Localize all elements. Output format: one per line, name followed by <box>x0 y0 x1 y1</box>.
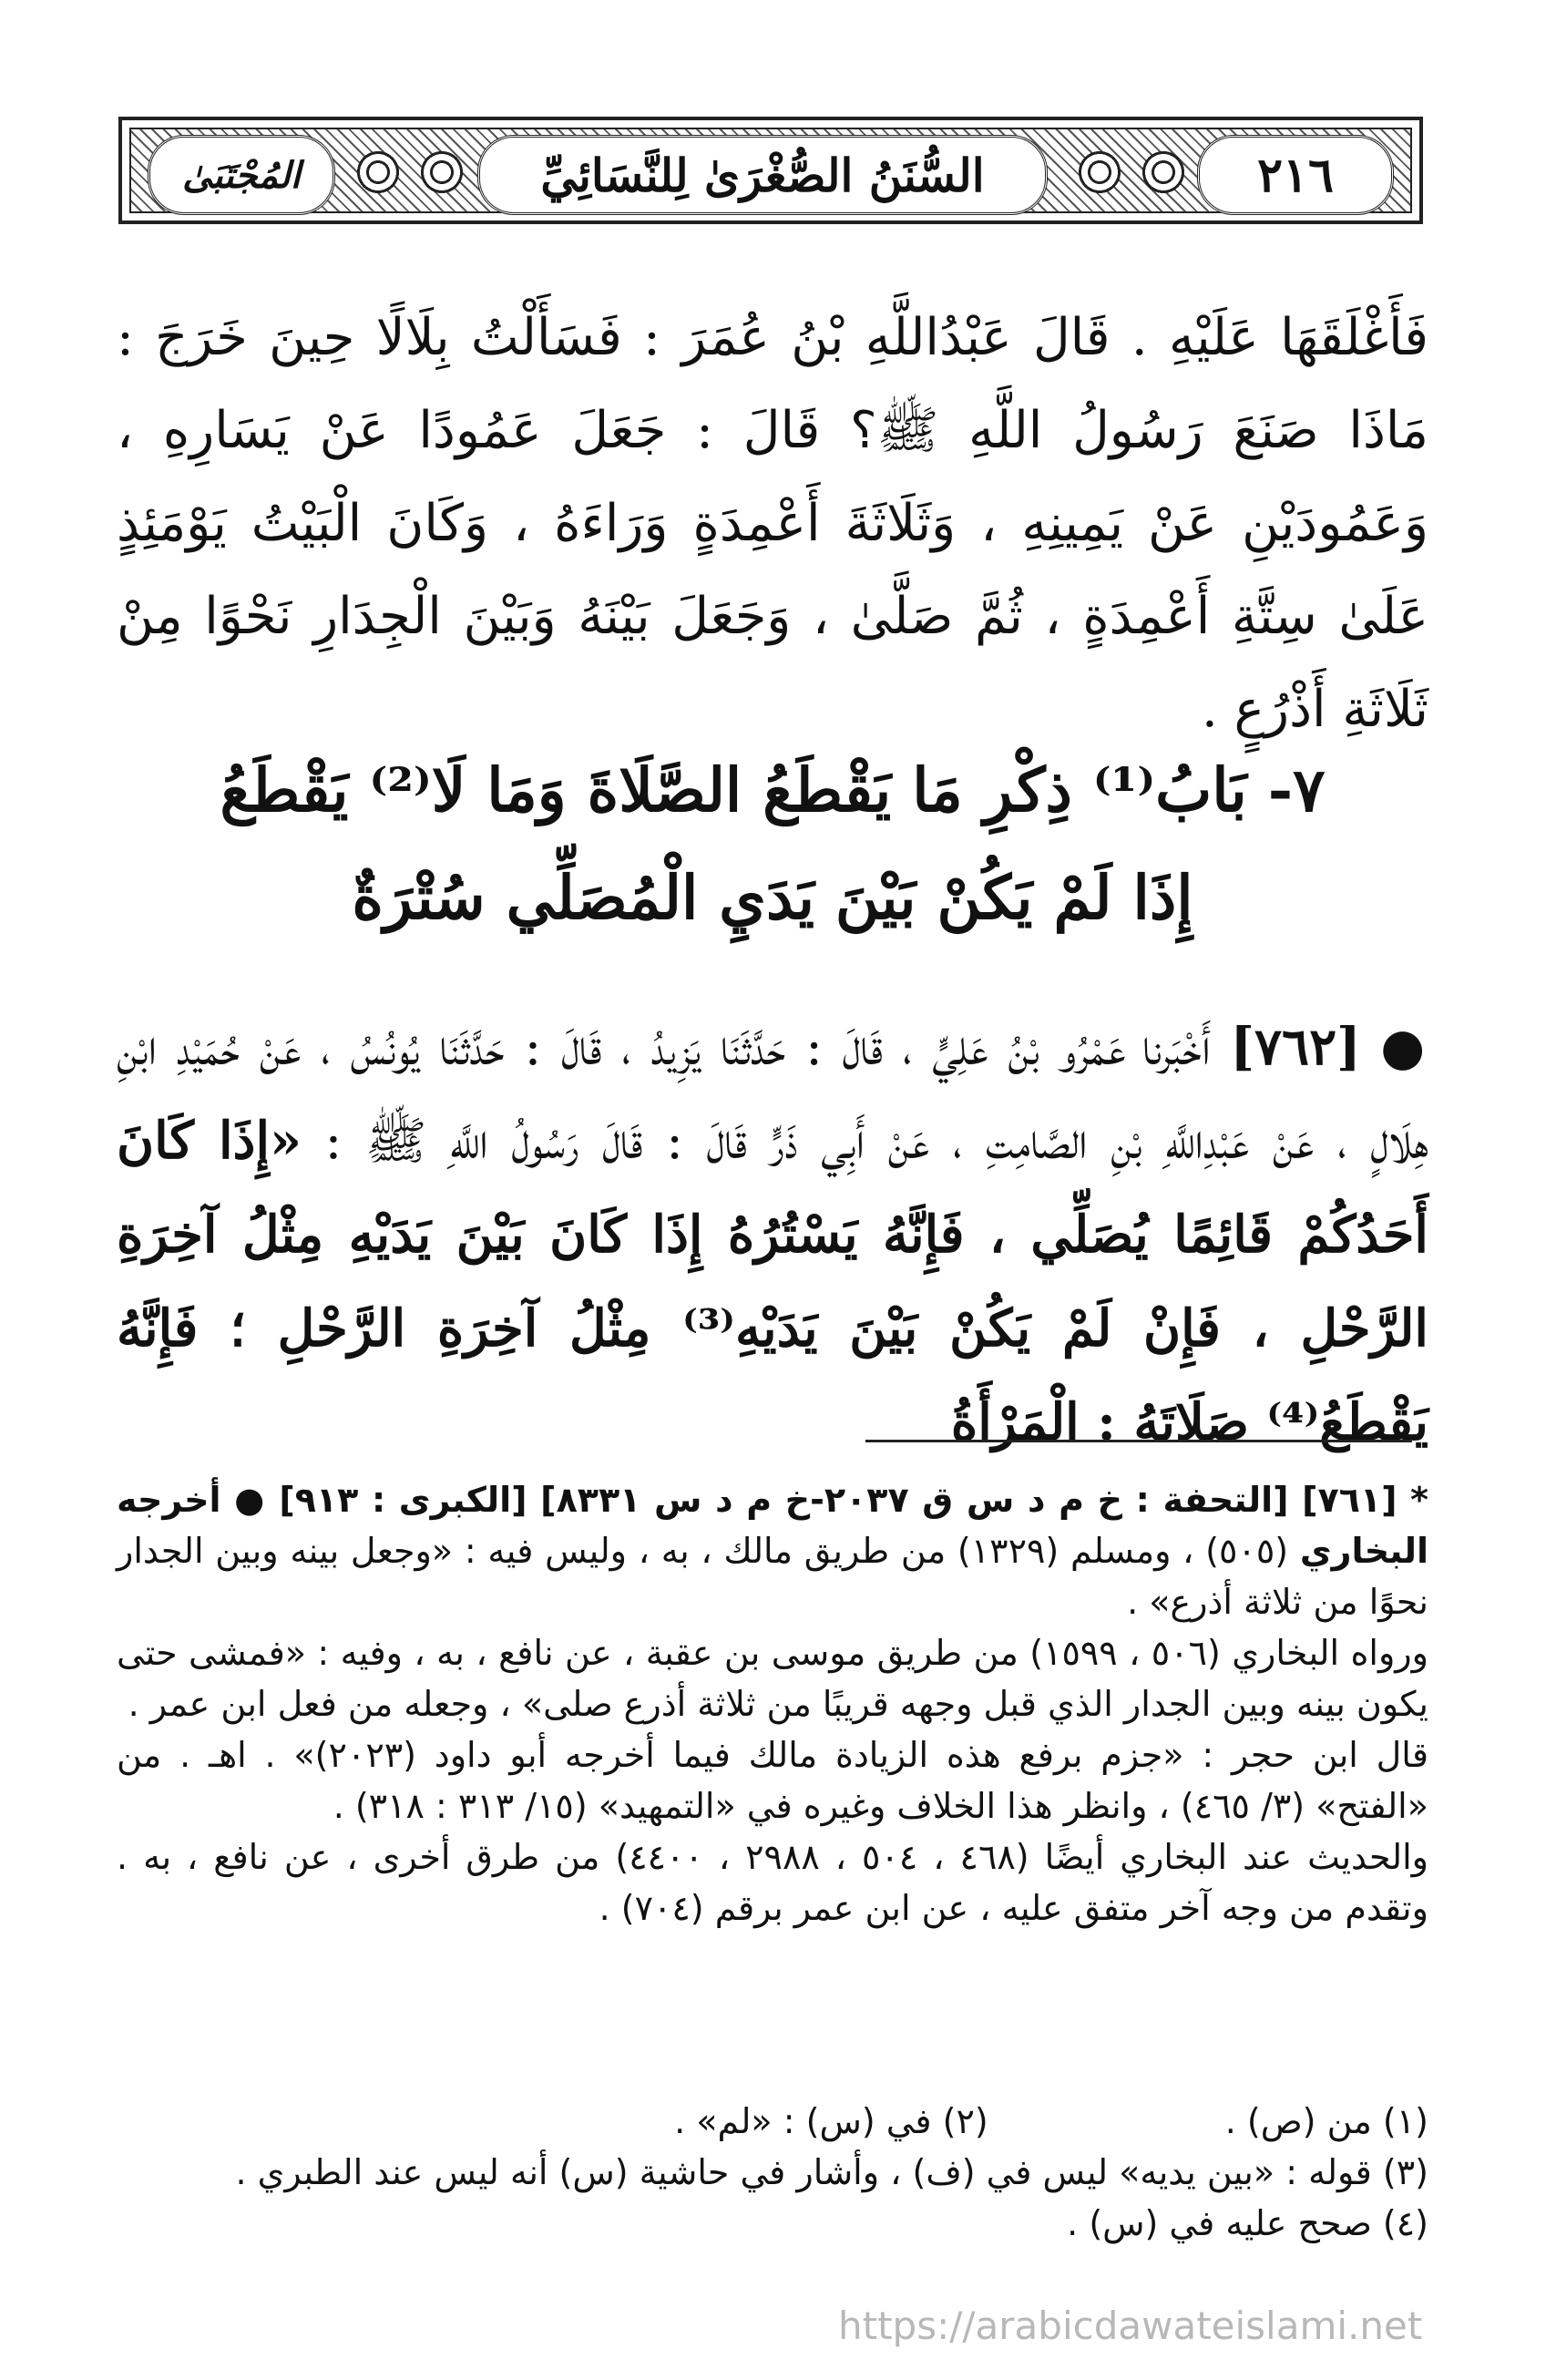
chapter-heading <box>117 736 1428 951</box>
page-number: ٢١٦ <box>1257 147 1334 203</box>
hadith-paragraph <box>117 1000 1428 1470</box>
variant-notes <box>117 2096 1428 2249</box>
book-logo: المُجْتَبَىٰ <box>182 153 301 197</box>
footnote-paragraph-2: ورواه البخاري (٥٠٦ ، ١٥٩٩) من طريق موسى بن عقبة ، عن نافع ، به ، وفيه : «فمشى حتى يكون بينه وبين الجدار الذي قبل وجهه قريبًا من ثلاثة أذرع صلى» ، وجعله من فعل ابن عمر . <box>117 1633 1428 1724</box>
takhrij-text: (٥٠٥) ، ومسلم (١٣٢٩) من طريق مالك ، به ، وليس فيه : «وجعل بينه وبين الجدار نحوًا من ثلاثة أذرع» . <box>117 1531 1428 1622</box>
rosette-ornament-icon <box>350 144 406 200</box>
footnotes-block <box>117 1474 1428 1934</box>
hadith-matn: «إِذَا كَانَ أَحَدُكُمْ قَائِمًا يُصَلِّي ، فَإِنَّهُ يَسْتُرُهُ إِذَا كَانَ بَيْنَ يَدَيْهِ مِثْلُ آخِرَةِ الرَّحْلِ ، فَإِنْ لَمْ يَكُنْ بَيْنَ يَدَيْهِ⁽³⁾ مِثْلُ آخِرَةِ الرَّحْلِ ؛ فَإِنَّهُ يَقْطَعُ⁽⁴⁾ صَلَاتَهُ : الْمَرْأَةُ <box>117 1111 1428 1452</box>
hadith-number: [٧٦٢] <box>1230 1017 1361 1077</box>
watermark-url: https://arabicdawateislami.net <box>838 2303 1423 2348</box>
footnote-divider <box>865 1440 1412 1442</box>
book-logo-plate <box>148 135 335 215</box>
takhrij-label: * [٧٦١] [التحفة : خ م د س ق ٢٠٣٧-خ م د س ٨٣٣١] [الكبرى : ٩١٣] ● أخرجه البخاري <box>117 1480 1428 1571</box>
takhrij-paragraph <box>117 1474 1428 1627</box>
running-title: السُّنَنُ الصُّغْرَىٰ لِلنَّسَائِيِّ <box>540 148 985 202</box>
rosette-ornament-icon <box>414 144 470 200</box>
bullet-icon: ● <box>1380 1017 1428 1077</box>
variant-note-1: (١) من (ص) . <box>1224 2101 1428 2141</box>
hadith-isnad: أَخْبَرنا عَمْرُو بْنُ عَلِيٍّ ، قَالَ : حَدَّثَنَا يَزِيدُ ، قَالَ : حَدَّثَنَا يُونُسُ ، عَنْ حُمَيْدِ ابْنِ هِلَالٍ ، عَنْ عَبْدِاللَّهِ بْنِ الصَّامِتِ ، عَنْ أَبِي ذَرٍّ قَالَ : قَالَ رَسُولُ اللَّهِ ﷺ : <box>117 1018 1428 1171</box>
header-ornament-band <box>129 128 1412 213</box>
variant-note-2: (٢) في (س) : «لم» . <box>674 2101 988 2141</box>
rosette-ornament-icon <box>1071 144 1128 200</box>
footnote-paragraph-3: قال ابن حجر : «جزم برفع هذه الزيادة مالك فيما أخرجه أبو داود (٢٠٢٣)» . اهـ . من «الفتح» (٣/ ٤٦٥) ، وانظر هذا الخلاف وغيره في «التمهيد» (١٥/ ٣١٣ : ٣١٨) . <box>117 1735 1428 1826</box>
variant-note-3: (٣) قوله : «بين يديه» ليس في (ف) ، وأشار في حاشية (س) أنه ليس عند الطبري . <box>235 2152 1428 2192</box>
variant-notes-row <box>117 2096 1428 2147</box>
page-number-plate <box>1197 135 1394 215</box>
page-header <box>118 117 1423 224</box>
running-title-plate <box>477 135 1048 215</box>
rosette-ornament-icon <box>1135 144 1192 200</box>
footnote-paragraph-4: والحديث عند البخاري أيضًا (٤٦٨ ، ٥٠٤ ، ٢٩٨٨ ، ٤٤٠٠) من طرق أخرى ، عن نافع ، به . وتقدم من وجه آخر متفق عليه ، عن ابن عمر برقم (٧٠٤) . <box>117 1837 1428 1928</box>
hadith-continuation-paragraph: فَأَغْلَقَهَا عَلَيْهِ . قَالَ عَبْدُاللَّهِ بْنُ عُمَرَ : فَسَأَلْتُ بِلَالًا حِينَ خَرَجَ : مَاذَا صَنَعَ رَسُولُ اللَّهِ ﷺ؟ قَالَ : جَعَلَ عَمُودًا عَنْ يَسَارِهِ ، وَعَمُودَيْنِ عَنْ يَمِينِهِ ، وَثَلَاثَةَ أَعْمِدَةٍ وَرَاءَهُ ، وَكَانَ الْبَيْتُ يَوْمَئِذٍ عَلَىٰ سِتَّةِ أَعْمِدَةٍ ، ثُمَّ صَلَّىٰ ، وَجَعَلَ بَيْنَهُ وَبَيْنَ الْجِدَارِ نَحْوًا مِنْ ثَلَاثَةِ أَذْرُعٍ . <box>117 308 1428 739</box>
chapter-heading-line-2: إِذَا لَمْ يَكُنْ بَيْنَ يَدَيِ الْمُصَلِّي سُتْرَةٌ <box>352 862 1193 933</box>
chapter-heading-line-1: ٧- بَابُ⁽¹⁾ ذِكْرِ مَا يَقْطَعُ الصَّلَاةَ وَمَا لَا⁽²⁾ يَقْطَعُ <box>220 754 1326 826</box>
variant-note-4: (٤) صحح عليه في (س) . <box>1067 2203 1428 2243</box>
